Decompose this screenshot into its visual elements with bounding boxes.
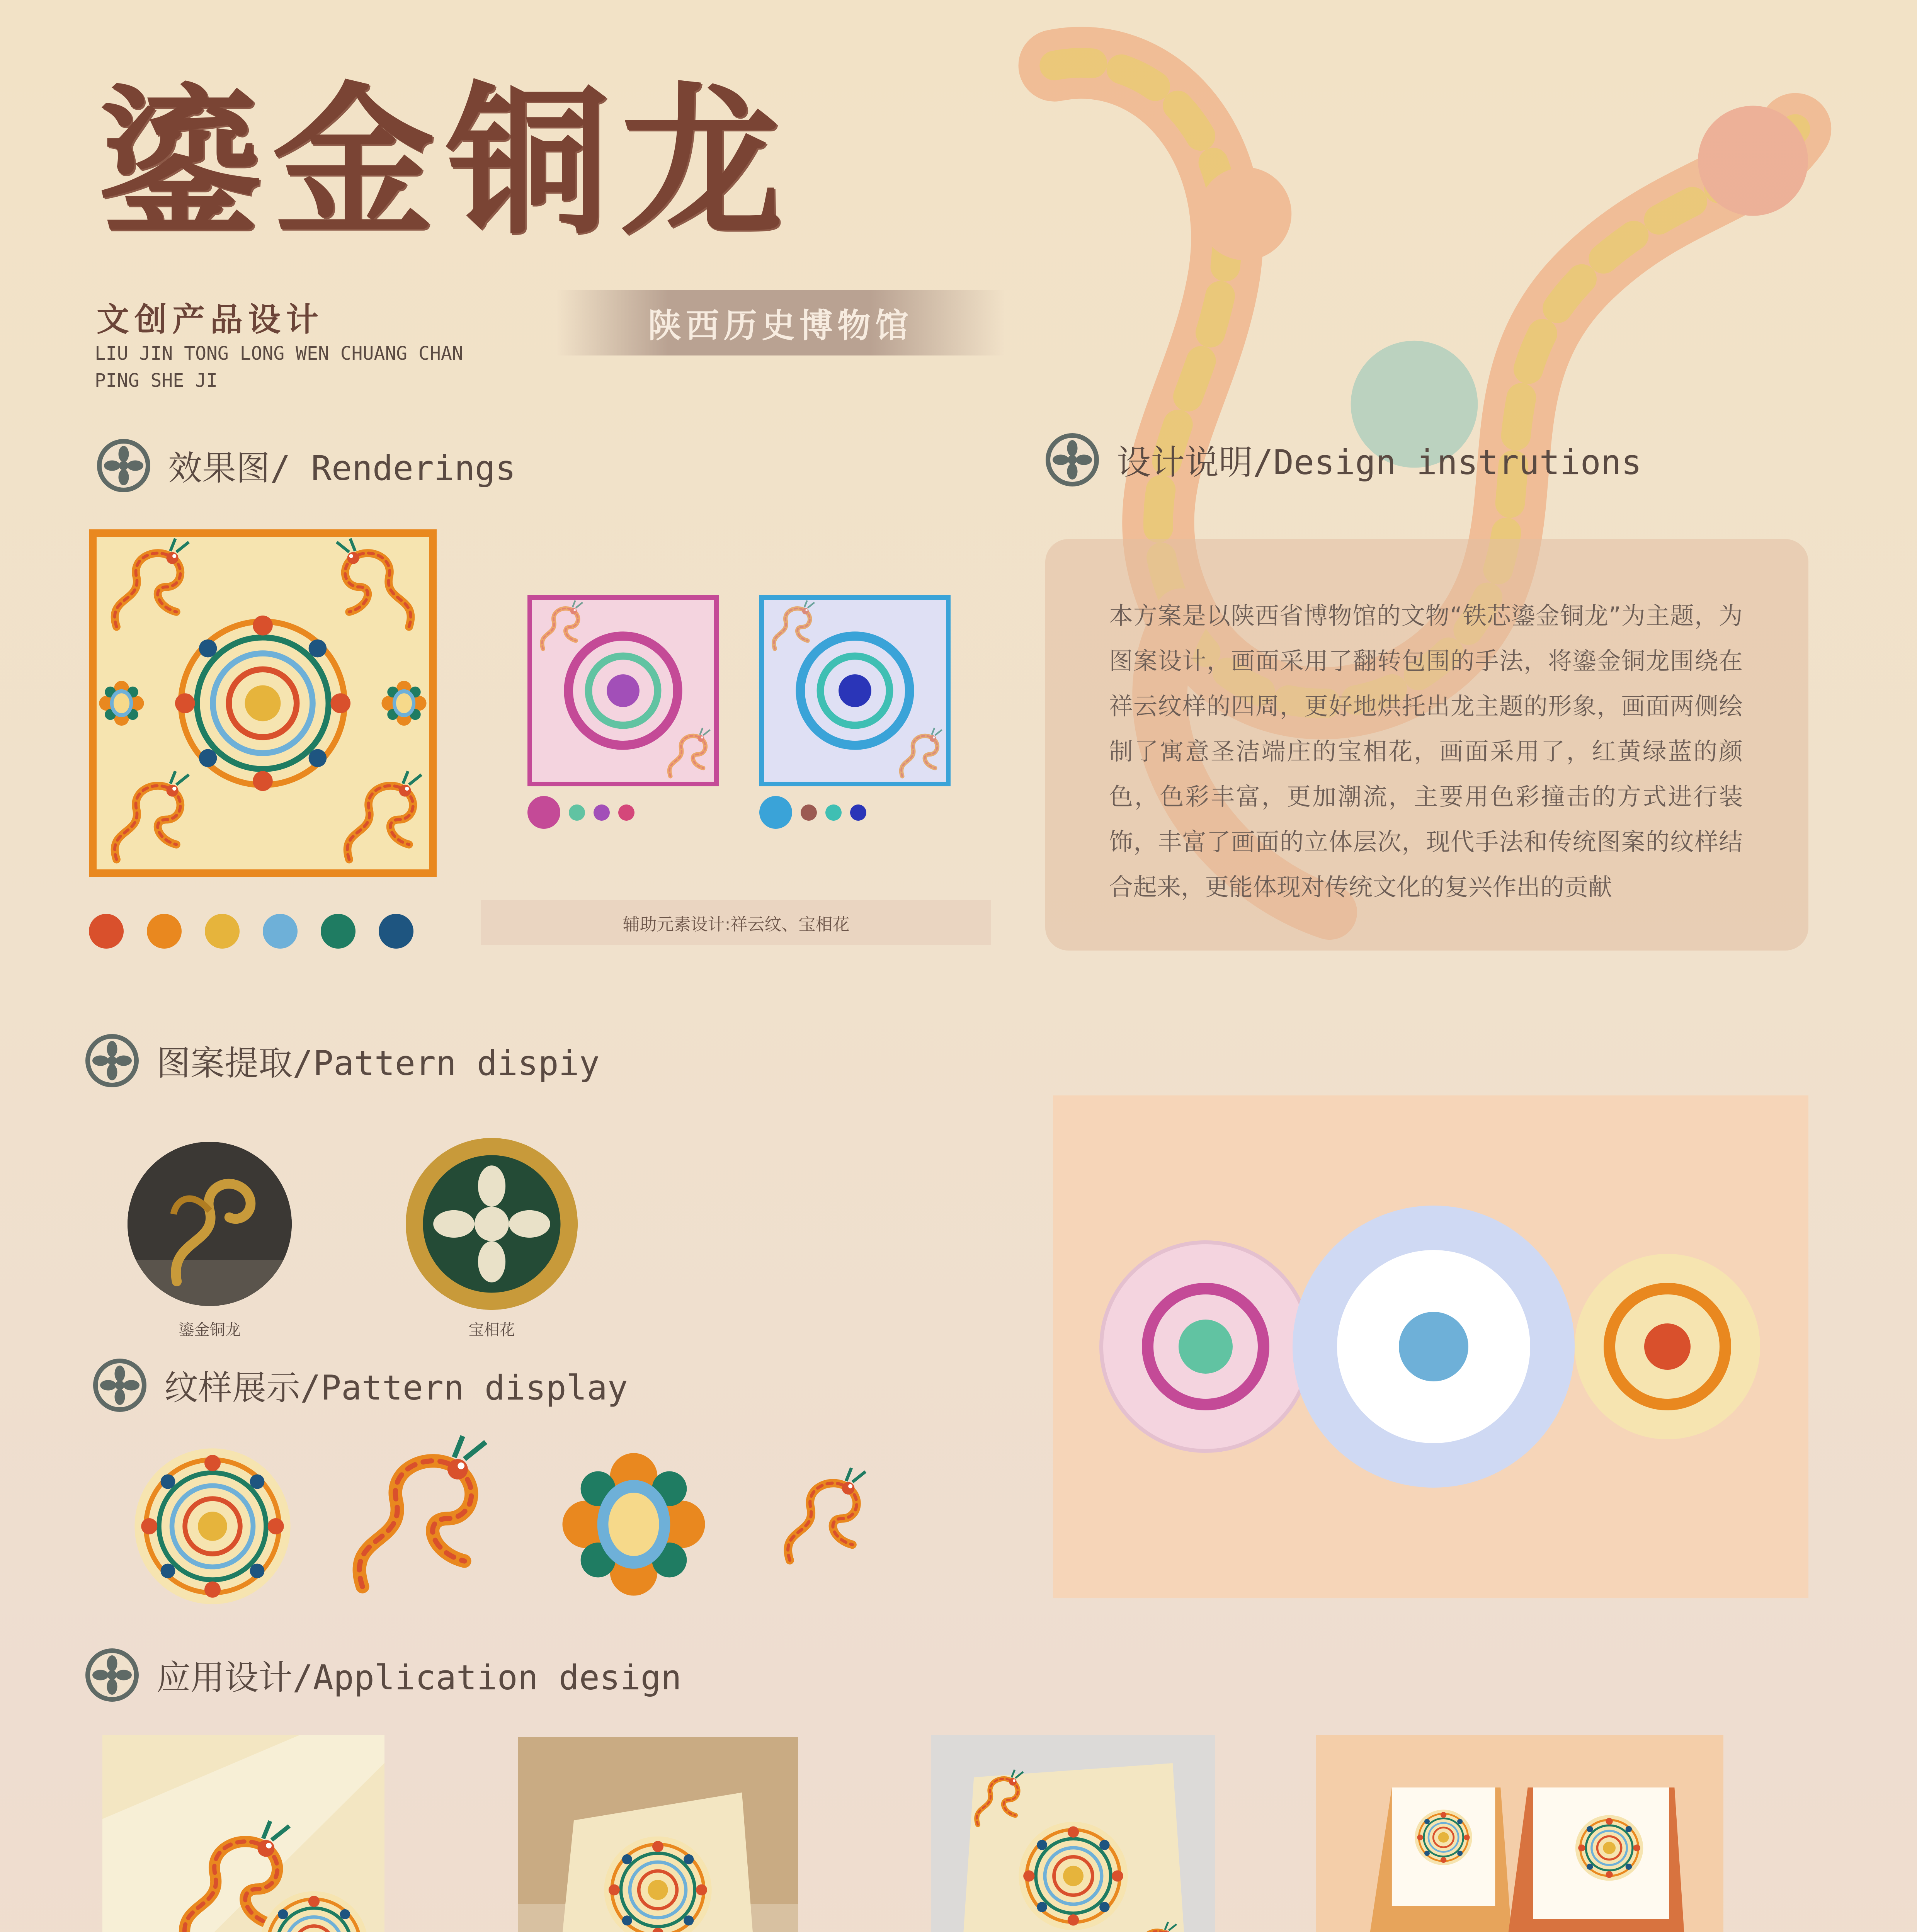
section-renderings-heading: [95, 437, 516, 495]
palette-swatch: [379, 914, 413, 949]
main-color-palette: [89, 914, 413, 949]
plates-mockup: [1053, 1095, 1808, 1598]
desk-calendar-image: [1316, 1735, 1723, 1932]
bronze-dragon-caption: 鎏金铜龙: [179, 1321, 241, 1339]
dragon-motif: [328, 1422, 498, 1615]
palette-swatch: [594, 804, 610, 821]
main-pattern-image: [97, 537, 429, 869]
bronze-dragon-photo: [128, 1142, 292, 1306]
main-pattern-rendering: [89, 529, 437, 877]
baoxiang-flower-caption: 宝相花: [468, 1321, 515, 1339]
museum-name: 陕西历史博物馆: [648, 306, 913, 345]
blue-pattern-image: [764, 600, 946, 782]
pink-pattern-image: [532, 600, 714, 782]
plates-image: [1053, 1095, 1808, 1598]
palette-swatch: [825, 804, 842, 821]
palette-swatch: [618, 804, 634, 821]
baoxiang-flower-motif: [553, 1445, 715, 1604]
flower-emblem-icon: [95, 437, 153, 495]
section-title: 纹样展示/Pattern display: [164, 1368, 628, 1408]
palette-swatch: [759, 796, 792, 829]
pink-pattern-rendering: [527, 595, 719, 786]
blue-pattern-rendering: [759, 595, 951, 786]
palette-swatch: [850, 804, 866, 821]
pink-color-palette: [527, 796, 634, 829]
flower-emblem-icon: [83, 1032, 141, 1090]
section-title: 图案提取/Pattern dispiy: [156, 1043, 600, 1083]
coiled-dragon-motif: [769, 1437, 873, 1600]
palette-swatch: [527, 796, 560, 829]
scarf-closeup-mockup: [102, 1735, 384, 1932]
palette-swatch: [263, 914, 298, 949]
blue-color-palette: [759, 796, 866, 829]
scarf-closeup-image: [102, 1735, 384, 1932]
museum-banner: [556, 290, 1005, 355]
scarf-on-steps-image: [518, 1737, 798, 1932]
section-application-heading: [83, 1646, 682, 1704]
flower-emblem-icon: [91, 1356, 149, 1414]
auxiliary-elements-label: 辅助元素设计:祥云纹、宝相花: [481, 900, 991, 945]
section-title: 效果图/ Renderings: [168, 448, 516, 488]
palette-swatch: [321, 914, 356, 949]
subtitle-pinyin: LIU JIN TONG LONG WEN CHUANG CHAN PING SHE JI: [95, 343, 463, 391]
palette-swatch: [801, 804, 817, 821]
main-title: 鎏金铜龙: [99, 67, 794, 257]
subtitle-chinese: 文创产品设计: [97, 301, 324, 338]
section-design-heading: [1043, 431, 1642, 489]
palette-swatch: [569, 804, 585, 821]
desk-calendar-mockup: [1316, 1735, 1723, 1932]
flower-emblem-icon: [1043, 431, 1101, 489]
baoxiang-flower-image: [406, 1138, 578, 1310]
section-title: 设计说明/Design instrutions: [1117, 442, 1642, 482]
section-pattern-display-heading: [91, 1356, 628, 1414]
section-title: 应用设计/Application design: [156, 1658, 682, 1697]
scarf-flatlay-mockup: [931, 1735, 1215, 1932]
palette-swatch: [89, 914, 124, 949]
palette-swatch: [147, 914, 182, 949]
cloud-medallion-motif: [131, 1437, 294, 1615]
palette-swatch: [205, 914, 240, 949]
baoxiang-flower-photo: [406, 1138, 578, 1310]
section-pattern-extract-heading: [83, 1032, 600, 1090]
scarf-flatlay-image: [931, 1735, 1215, 1932]
flower-emblem-icon: [83, 1646, 141, 1704]
bronze-dragon-image: [128, 1142, 292, 1306]
design-description-text: 本方案是以陕西省博物馆的文物“铁芯鎏金铜龙”为主题，为图案设计，画面采用了翻转包围的手法，将鎏金铜龙围绕在祥云纹样的四周，更好地烘托出龙主题的形象，画面两侧绘制了寓意圣洁端庄的宝相花，画面采用了，红黄绿蓝的颜色，色彩丰富，更加潮流，主要用色彩撞击的方式进行装饰，丰富了画面的立体层次，现代手法和传统图案的纹样结合起来，更能体现对传统文化的复兴作出的贡献: [1109, 602, 1743, 901]
scarf-on-steps-mockup: [518, 1737, 798, 1932]
